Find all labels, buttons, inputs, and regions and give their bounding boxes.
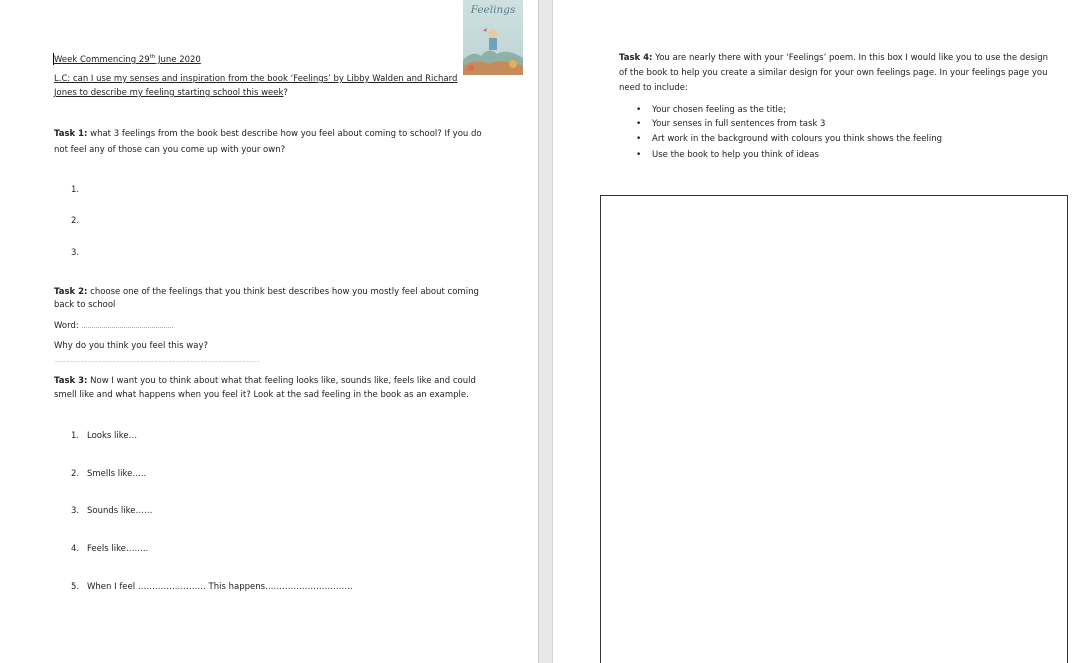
task1-line2: not feel any of those can you come up with your own? xyxy=(54,145,286,155)
task3-line2: smell like and what happens when you feel it? Look at the sad feeling in the book as an example. xyxy=(54,390,469,400)
task4-bullet-2: • Your senses in full sentences from task 3 xyxy=(636,119,826,129)
document-page-right xyxy=(553,0,1087,663)
book-cover-image xyxy=(463,0,523,75)
task4-bullet-3: • Art work in the background with colours you think shows the feeling xyxy=(636,134,942,144)
page-gutter xyxy=(538,0,553,663)
task3-line1: Task 3: Now I want you to think about what that feeling looks like, sounds like, feels like and could xyxy=(54,376,476,386)
task2-line1: Task 2: choose one of the feelings that you think best describes how you mostly feel about coming xyxy=(54,287,479,297)
task2-line2: back to school xyxy=(54,300,116,310)
task1-item-1: 1. xyxy=(71,185,80,195)
task3-item-when-i-feel: 5. When I feel …………………… This happens…………………………. xyxy=(71,582,353,592)
book-cover-title: Feelings xyxy=(470,4,516,16)
book-cover-illustration xyxy=(463,0,523,75)
task3-item-feels: 4. Feels like…….. xyxy=(71,544,149,554)
task2-answer-line: ………………………………………………………………………………………………………………………………… xyxy=(54,358,260,363)
task4-line3: need to include: xyxy=(619,83,688,93)
task3-item-looks: 1. Looks like… xyxy=(71,431,138,441)
task3-item-smells: 2. Smells like….. xyxy=(71,469,147,479)
task4-bullet-4: • Use the book to help you think of ideas xyxy=(636,150,819,160)
task4-line1: Task 4: You are nearly there with your ‘Feelings’ poem. In this box I would like you to use the design xyxy=(619,53,1049,63)
task4-line2: of the book to help you create a similar design for your own feelings page. In your feelings page you xyxy=(619,68,1048,78)
task2-why-question: Why do you think you feel this way? xyxy=(54,341,208,351)
feelings-design-box[interactable] xyxy=(600,195,1068,663)
task1-item-2: 2. xyxy=(71,216,80,226)
task3-item-sounds: 3. Sounds like…… xyxy=(71,506,153,516)
week-commencing-heading: Week Commencing 29th June 2020 xyxy=(54,54,201,65)
document-page-left xyxy=(0,0,538,663)
learning-criteria-line2: Jones to describe my feeling starting school this week? xyxy=(54,88,288,98)
task4-bullet-1: • Your chosen feeling as the title; xyxy=(636,105,786,115)
task1-item-3: 3. xyxy=(71,248,80,258)
task2-word-line: Word: ………………………………………. xyxy=(54,321,174,331)
learning-criteria-line1: L.C: can I use my senses and inspiration from the book ‘Feelings’ by Libby Walden and Richard xyxy=(54,74,458,84)
task1-line1: Task 1: what 3 feelings from the book best describe how you feel about coming to school? If you do xyxy=(54,129,482,139)
